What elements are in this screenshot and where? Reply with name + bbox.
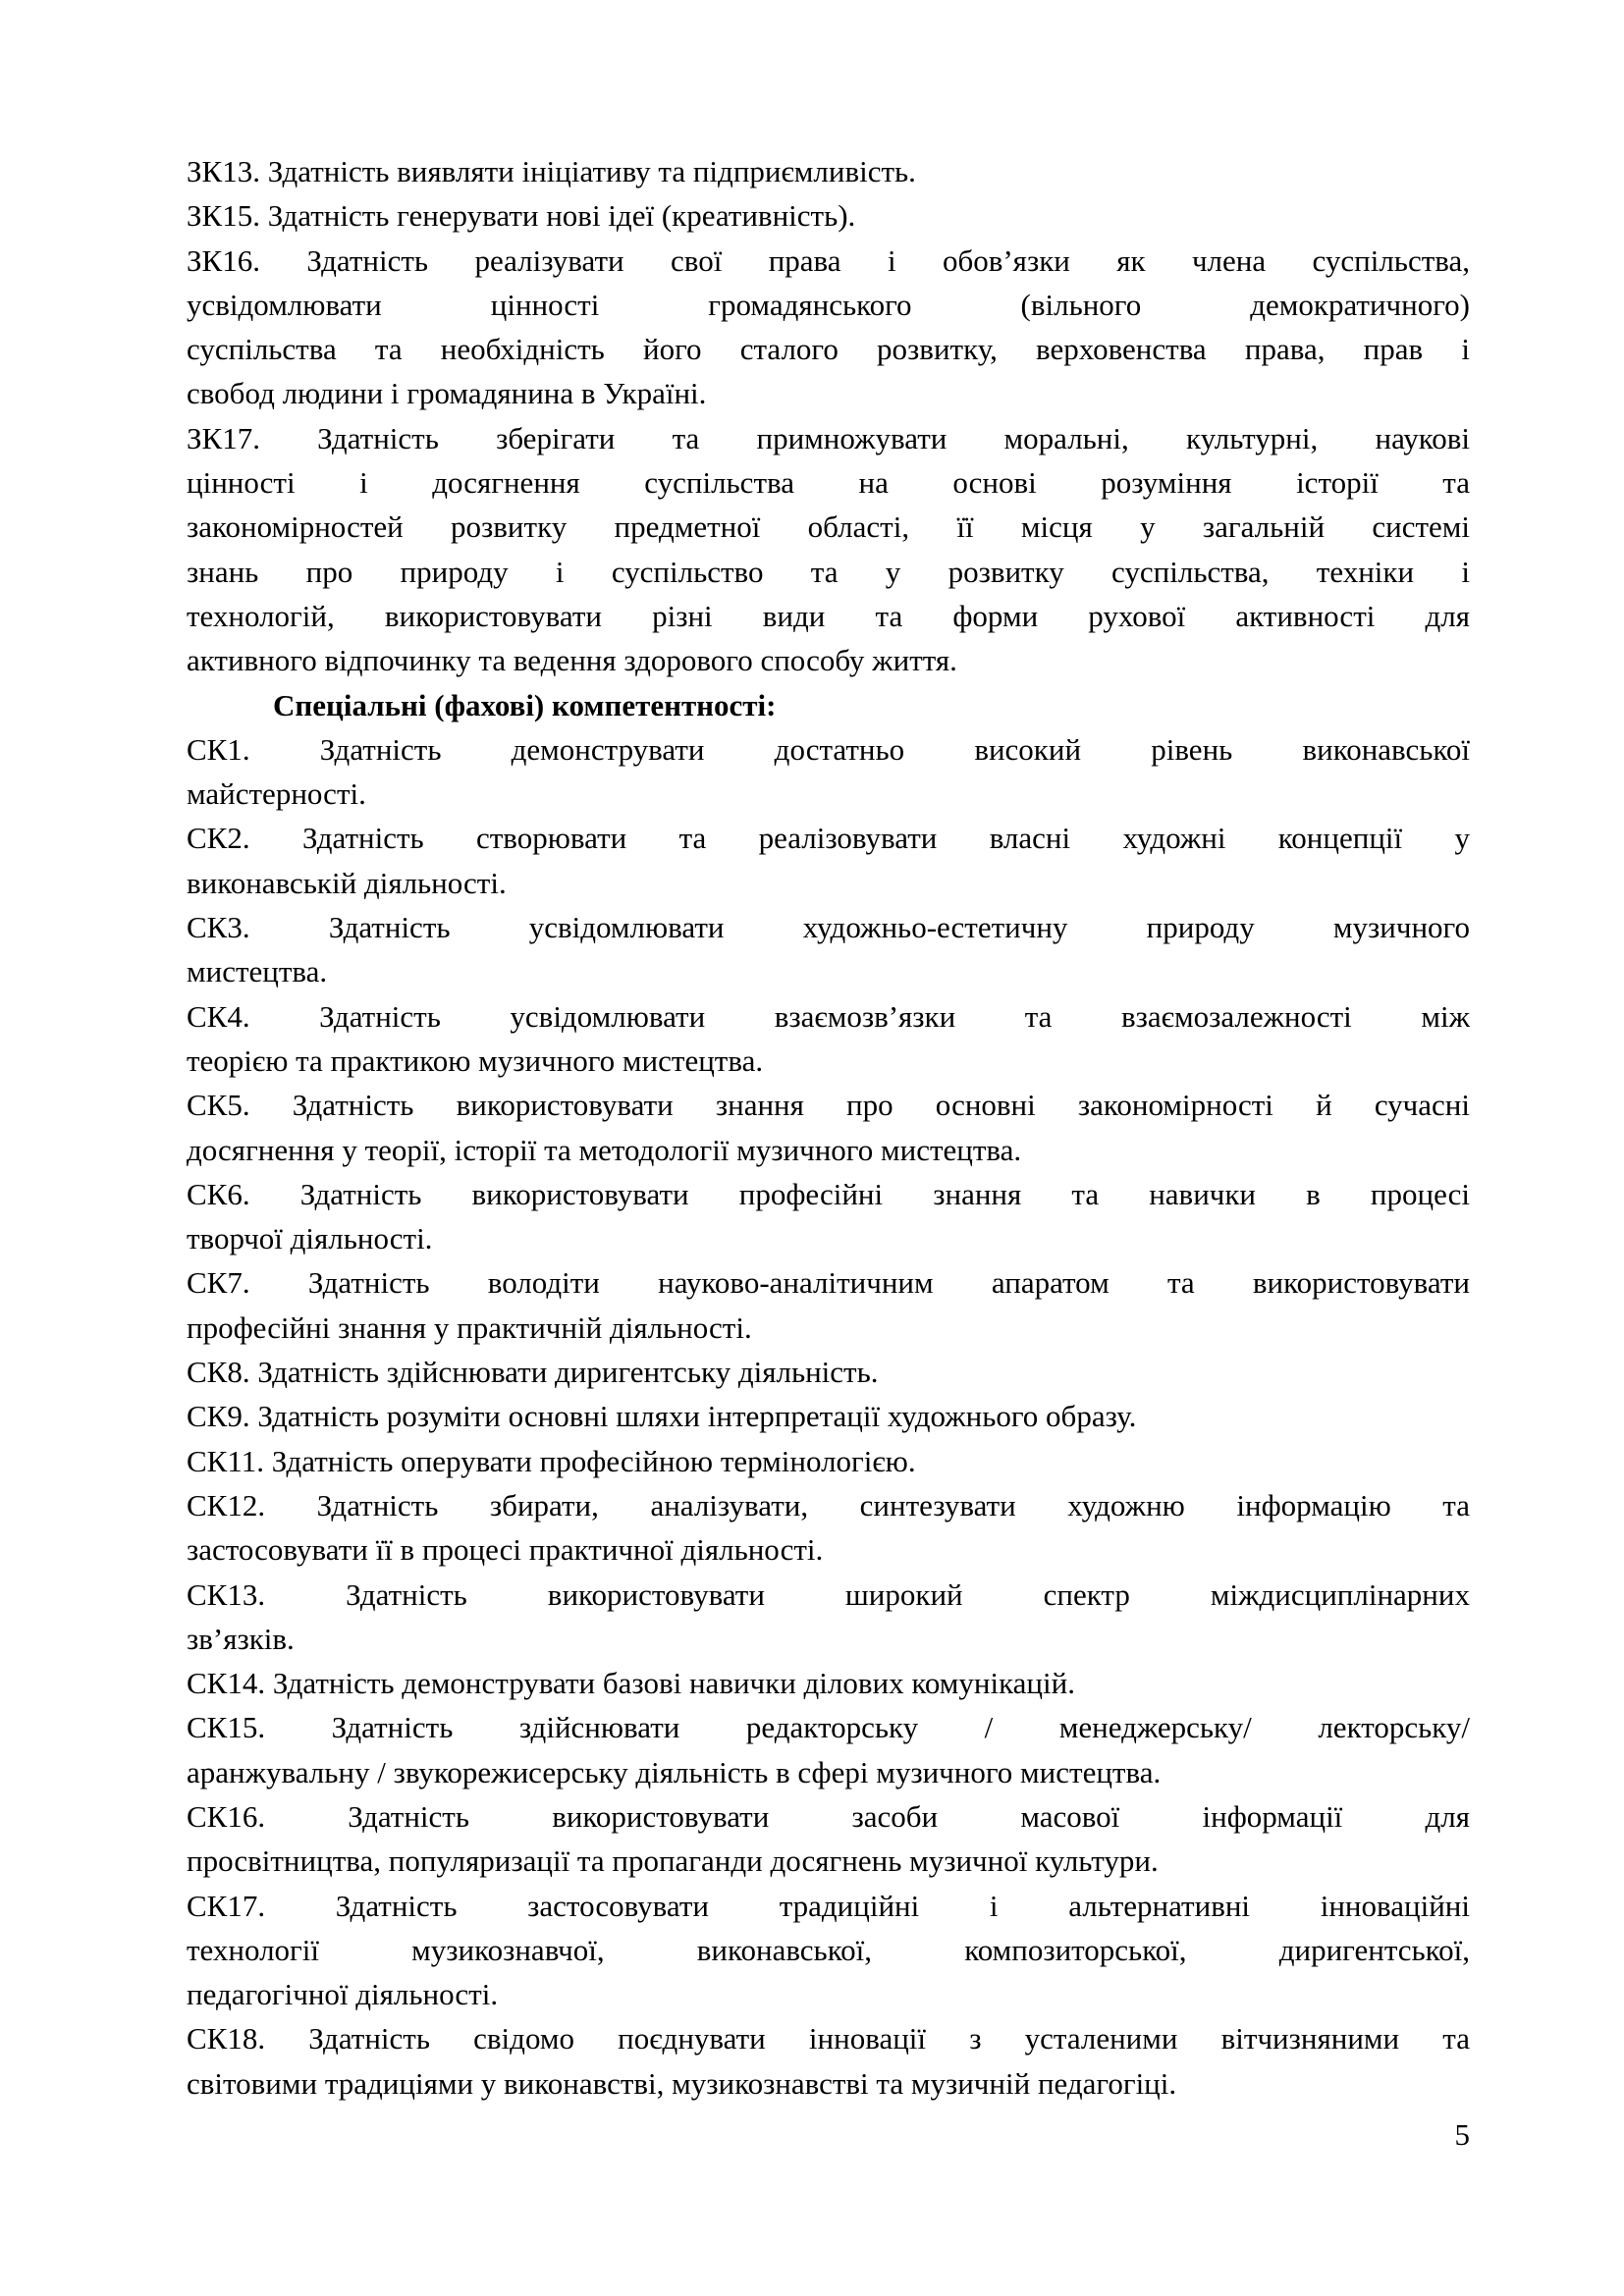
text-line: досягнення у теорії, історії та методології музичного мистецтва.	[187, 1132, 1022, 1167]
page-number: 5	[1454, 2117, 1470, 2152]
text-line: СК7. Здатність володіти науково-аналітичним апаратом та використовувати	[187, 1265, 1470, 1301]
page-text-block	[187, 149, 1470, 2106]
text-line: зв’язків.	[187, 1621, 295, 1656]
text-line: педагогічної діяльності.	[187, 1977, 499, 2012]
text-line: виконавській діяльності.	[187, 865, 507, 900]
text-line: усвідомлювати цінності громадянського (вільного демократичного)	[187, 287, 1470, 322]
paragraph-sk5	[187, 1083, 1470, 1172]
text-line: майстерності.	[187, 776, 366, 812]
paragraph-sk17	[187, 1884, 1470, 2017]
text-line: СК14. Здатність демонструвати базові навички ділових комунікацій.	[187, 1666, 1075, 1701]
paragraph-sk13	[187, 1573, 1470, 1662]
text-line: Спеціальні (фахові) компетентності:	[273, 687, 777, 722]
text-line: СК17. Здатність застосовувати традиційні і альтернативні інноваційні	[187, 1888, 1470, 1923]
paragraph-sk11	[187, 1439, 1470, 1483]
text-line: теорією та практикою музичного мистецтва.	[187, 1042, 764, 1078]
text-line: активного відпочинку та ведення здорового способу життя.	[187, 643, 957, 678]
paragraph-zk13	[187, 149, 1470, 193]
paragraph-zk17	[187, 416, 1470, 683]
text-line: закономірностей розвитку предметної області, її місця у загальній системі	[187, 509, 1470, 545]
text-line: знань про природу і суспільство та у розвитку суспільства, техніки і	[187, 554, 1470, 589]
paragraph-sk18	[187, 2016, 1470, 2106]
paragraph-sk2	[187, 816, 1470, 905]
paragraph-sk14	[187, 1661, 1470, 1705]
paragraph-sk3	[187, 905, 1470, 994]
text-line: технологій, використовувати різні види та форми рухової активності для	[187, 598, 1470, 633]
text-line: СК16. Здатність використовувати засоби масової інформації для	[187, 1798, 1470, 1834]
text-line: СК1. Здатність демонструвати достатньо високий рівень виконавської	[187, 731, 1470, 767]
text-line: творчої діяльності.	[187, 1221, 433, 1256]
text-line: ЗК17. Здатність зберігати та примножувати моральні, культурні, наукові	[187, 420, 1470, 455]
text-line: СК18. Здатність свідомо поєднувати інновації з усталеними вітчизняними та	[187, 2021, 1470, 2056]
text-line: застосовувати її в процесі практичної діяльності.	[187, 1532, 824, 1568]
text-line: професійні знання у практичній діяльності.	[187, 1309, 752, 1345]
text-line: СК12. Здатність збирати, аналізувати, синтезувати художню інформацію та	[187, 1487, 1470, 1522]
paragraph-sk15	[187, 1705, 1470, 1794]
text-line: СК5. Здатність використовувати знання про основні закономірності й сучасні	[187, 1088, 1470, 1123]
paragraph-sk16	[187, 1794, 1470, 1884]
paragraph-heading-special-competencies	[187, 683, 1470, 727]
text-line: СК4. Здатність усвідомлювати взаємозв’язки та взаємозалежності між	[187, 998, 1470, 1034]
text-line: СК2. Здатність створювати та реалізовувати власні художні концепції у	[187, 821, 1470, 856]
text-line: технології музикознавчої, виконавської, композиторської, диригентської,	[187, 1932, 1470, 1967]
text-line: суспільства та необхідність його сталого розвитку, верховенства права, прав і	[187, 332, 1470, 367]
text-line: СК8. Здатність здійснювати диригентську діяльність.	[187, 1355, 879, 1390]
text-line: ЗК16. Здатність реалізувати свої права і обов’язки як члена суспільства,	[187, 242, 1470, 278]
paragraph-sk9	[187, 1394, 1470, 1438]
text-line: цінності і досягнення суспільства на основі розуміння історії та	[187, 465, 1470, 501]
text-line: мистецтва.	[187, 954, 328, 989]
paragraph-sk8	[187, 1350, 1470, 1394]
text-line: СК13. Здатність використовувати широкий спектр міждисциплінарних	[187, 1576, 1470, 1612]
paragraph-sk12	[187, 1483, 1470, 1573]
text-line: аранжувальну / звукорежисерську діяльність в сфері музичного мистецтва.	[187, 1754, 1162, 1789]
text-line: просвітництва, популяризації та пропаганди досягнень музичної культури.	[187, 1843, 1159, 1879]
paragraph-zk15	[187, 193, 1470, 238]
text-line: СК11. Здатність оперувати професійною термінологією.	[187, 1443, 916, 1478]
text-line: свобод людини і громадянина в Україні.	[187, 376, 707, 411]
text-line: СК15. Здатність здійснювати редакторську / менеджерську/ лекторську/	[187, 1710, 1470, 1745]
paragraph-sk1	[187, 727, 1470, 817]
text-line: ЗК13. Здатність виявляти ініціативу та підприємливість.	[187, 154, 916, 188]
text-line: світовими традиціями у виконавстві, музикознавстві та музичній педагогіці.	[187, 2065, 1177, 2101]
paragraph-sk7	[187, 1260, 1470, 1350]
paragraph-zk16	[187, 239, 1470, 416]
text-line: СК9. Здатність розуміти основні шляхи інтерпретації художнього образу.	[187, 1399, 1137, 1434]
paragraph-sk4	[187, 994, 1470, 1084]
paragraph-sk6	[187, 1172, 1470, 1261]
text-line: СК3. Здатність усвідомлювати художньо-естетичну природу музичного	[187, 910, 1470, 945]
text-line: СК6. Здатність використовувати професійні знання та навички в процесі	[187, 1176, 1470, 1211]
text-line: ЗК15. Здатність генерувати нові ідеї (креативність).	[187, 198, 856, 234]
